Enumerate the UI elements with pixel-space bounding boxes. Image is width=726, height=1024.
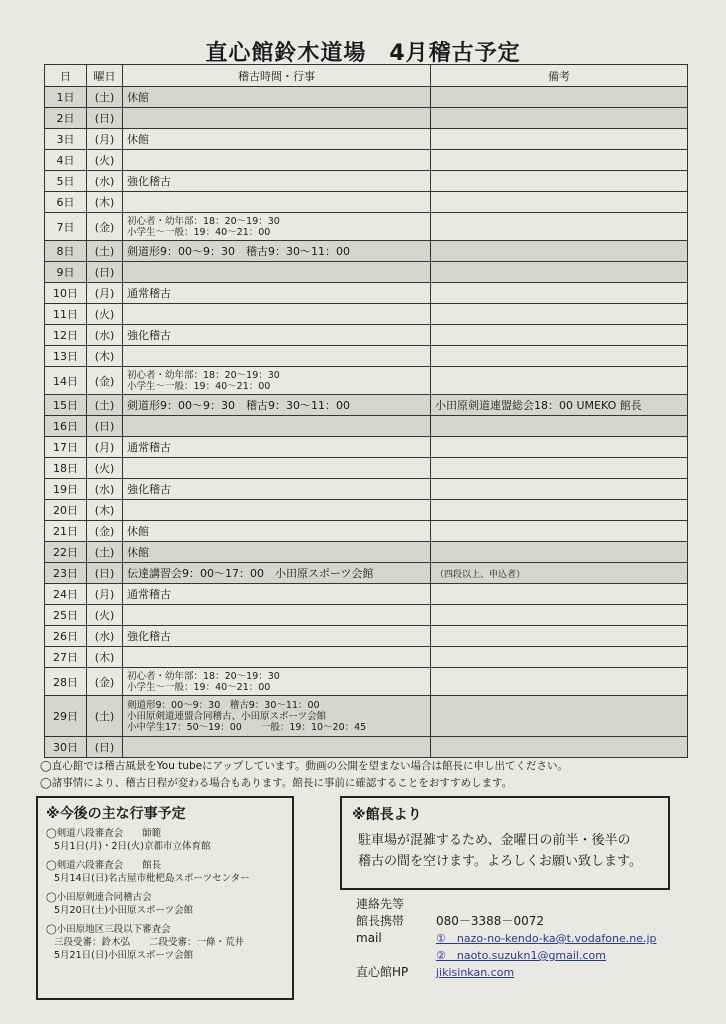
event-line: 小学生～一般：19：40～21：00 [127,380,271,392]
event-cell: 強化稽古 [123,325,431,346]
event-line: 5月21日(日)小田原スポーツ会館 [54,950,194,961]
event-cell [123,108,431,129]
remarks-cell [431,437,688,458]
remarks-cell [431,325,688,346]
event-cell [123,647,431,668]
event-head: ◯小田原剣連合同稽古会 [46,892,152,903]
day-cell: 27日 [45,647,87,668]
remarks-cell [431,171,688,192]
event-line: 初心者・幼年部：18：20～19：30 [127,670,280,682]
event-line: 小田原剣道連盟合同稽古、小田原スポーツ会館 [127,710,327,722]
notes-block [40,758,700,792]
table-row [45,437,688,458]
remarks-cell [431,647,688,668]
schedule-table [44,64,688,758]
event-line: 5月1日(月)・2日(火)京都市立体育館 [54,841,211,852]
remarks-cell [431,542,688,563]
day-cell: 18日 [45,458,87,479]
day-cell: 10日 [45,283,87,304]
event-cell: 通常稽古 [123,584,431,605]
remarks-cell [431,500,688,521]
header-weekday: 曜日 [87,65,123,87]
remarks-cell [431,150,688,171]
event-group [46,891,284,917]
weekday-cell: (日) [87,737,123,758]
contact-heading: 連絡先等 [356,897,405,911]
remarks-cell [431,129,688,150]
event-line: 三段受審：鈴木弘 二段受審：一條・荒井 [54,937,245,948]
event-cell [123,367,431,395]
day-cell: 4日 [45,150,87,171]
event-cell: 強化稽古 [123,171,431,192]
day-cell: 3日 [45,129,87,150]
remarks-cell [431,521,688,542]
weekday-cell: (土) [87,395,123,416]
event-cell [123,696,431,737]
table-row [45,696,688,737]
table-row [45,668,688,696]
event-line: 小中学生17：50～19：00 一般：19：10～20：45 [127,721,367,733]
remarks-cell [431,605,688,626]
event-cell [123,668,431,696]
event-group [46,859,284,885]
table-row [45,171,688,192]
weekday-cell: (月) [87,584,123,605]
mail-link-1[interactable]: ① nazo-no-kendo-ka@t.vodafone.ne.jp [436,932,657,945]
weekday-cell: (金) [87,367,123,395]
event-cell: 休館 [123,542,431,563]
homepage-label: 直心館HP [356,965,409,979]
remarks-cell [431,283,688,304]
day-cell: 20日 [45,500,87,521]
table-row [45,458,688,479]
table-row [45,479,688,500]
day-cell: 7日 [45,213,87,241]
table-row [45,500,688,521]
table-row [45,647,688,668]
event-line: 初心者・幼年部：18：20～19：30 [127,369,280,381]
day-cell: 16日 [45,416,87,437]
director-message-line: 稽古の間を空けます。よろしくお願い致します。 [358,854,642,869]
weekday-cell: (火) [87,304,123,325]
table-row [45,283,688,304]
weekday-cell: (土) [87,87,123,108]
event-line: 5月20日(土)小田原スポーツ会館 [54,905,194,916]
day-cell: 8日 [45,241,87,262]
table-row [45,521,688,542]
weekday-cell: (金) [87,213,123,241]
remarks-cell [431,108,688,129]
remarks-cell [431,241,688,262]
weekday-cell: (火) [87,150,123,171]
weekday-cell: (土) [87,542,123,563]
weekday-cell: (日) [87,416,123,437]
table-row [45,367,688,395]
remarks-cell [431,696,688,737]
day-cell: 26日 [45,626,87,647]
director-message-box [340,796,670,890]
remarks-cell [431,87,688,108]
remarks-cell [431,262,688,283]
table-row [45,346,688,367]
event-cell [123,737,431,758]
event-cell: 剣道形9：00～9：30 稽古9：30～11：00 [123,241,431,262]
event-cell: 休館 [123,129,431,150]
weekday-cell: (月) [87,129,123,150]
weekday-cell: (水) [87,325,123,346]
director-message-title: ※館長より [352,807,422,823]
day-cell: 28日 [45,668,87,696]
page-title: 直心館鈴木道場 4月稽古予定 [205,41,521,66]
remarks-cell [431,479,688,500]
day-cell: 11日 [45,304,87,325]
event-cell: 通常稽古 [123,437,431,458]
event-head: ◯剣道八段審査会 師範 [46,828,162,839]
table-row [45,262,688,283]
header-remarks: 備考 [431,65,688,87]
day-cell: 24日 [45,584,87,605]
day-cell: 19日 [45,479,87,500]
phone-label: 館長携帯 [356,914,405,928]
table-header-row [45,65,688,87]
event-cell: 剣道形9：00～9：30 稽古9：30～11：00 [123,395,431,416]
event-cell: 休館 [123,521,431,542]
day-cell: 14日 [45,367,87,395]
mail-link-2[interactable]: ② naoto.suzukn1@gmail.com [436,949,606,962]
day-cell: 30日 [45,737,87,758]
weekday-cell: (月) [87,437,123,458]
event-cell: 通常稽古 [123,283,431,304]
note-line: ◯直心館では稽古風景をYou tubeにアップしています。動画の公開を望まない場合は館長に申し出てください。 [40,760,569,772]
event-group [46,827,284,853]
schedule-rows [45,87,688,758]
event-cell [123,304,431,325]
event-cell [123,150,431,171]
mail-label: mail [356,931,382,945]
remarks-cell: 小田原剣道連盟総会18：00 UMEKO 館長 [431,395,688,416]
director-message-line: 駐車場が混雑するため、金曜日の前半・後半の [358,833,631,848]
table-row [45,737,688,758]
weekday-cell: (水) [87,626,123,647]
upcoming-events-title: ※今後の主な行事予定 [46,806,186,822]
event-cell [123,346,431,367]
event-head: ◯小田原地区三段以下審査会 [46,924,171,935]
weekday-cell: (木) [87,500,123,521]
remarks-cell: （四段以上、申込者） [431,563,688,584]
weekday-cell: (金) [87,668,123,696]
event-cell [123,500,431,521]
weekday-cell: (水) [87,479,123,500]
day-cell: 17日 [45,437,87,458]
table-row [45,241,688,262]
weekday-cell: (月) [87,283,123,304]
remarks-cell [431,192,688,213]
table-row [45,395,688,416]
table-row [45,129,688,150]
remarks-cell [431,737,688,758]
day-cell: 23日 [45,563,87,584]
table-row [45,108,688,129]
event-line: 初心者・幼年部：18：20～19：30 [127,215,280,227]
table-row [45,563,688,584]
remarks-cell [431,668,688,696]
day-cell: 21日 [45,521,87,542]
day-cell: 6日 [45,192,87,213]
day-cell: 25日 [45,605,87,626]
weekday-cell: (土) [87,696,123,737]
weekday-cell: (木) [87,346,123,367]
weekday-cell: (火) [87,458,123,479]
day-cell: 13日 [45,346,87,367]
weekday-cell: (土) [87,241,123,262]
homepage-link[interactable]: jikisinkan.com [436,966,515,979]
table-row [45,150,688,171]
weekday-cell: (日) [87,108,123,129]
event-head: ◯剣道六段審査会 館長 [46,860,162,871]
weekday-cell: (火) [87,605,123,626]
event-cell: 強化稽古 [123,479,431,500]
event-group [46,923,284,962]
table-row [45,626,688,647]
day-cell: 15日 [45,395,87,416]
day-cell: 9日 [45,262,87,283]
table-row [45,192,688,213]
remarks-cell [431,304,688,325]
event-cell [123,213,431,241]
event-line: 小学生～一般：19：40～21：00 [127,681,271,693]
table-row [45,87,688,108]
table-row [45,542,688,563]
weekday-cell: (日) [87,563,123,584]
header-day: 日 [45,65,87,87]
header-events: 稽古時間・行事 [123,65,431,87]
event-cell [123,458,431,479]
table-row [45,605,688,626]
event-cell [123,605,431,626]
contact-block [356,896,706,981]
remarks-cell [431,584,688,605]
remarks-cell [431,346,688,367]
event-cell: 伝達講習会9：00～17：00 小田原スポーツ会館 [123,563,431,584]
event-line: 5月14日(日)名古屋市枇杷島スポーツセンター [54,873,250,884]
event-line: 剣道形9：00～9：30 稽古9：30～11：00 [127,699,320,711]
upcoming-events-box [36,796,294,1000]
table-row [45,213,688,241]
table-row [45,304,688,325]
weekday-cell: (日) [87,262,123,283]
note-line: ◯諸事情により、稽古日程が変わる場合もあります。館長に事前に確認することをおすすめします。 [40,777,513,789]
day-cell: 22日 [45,542,87,563]
event-cell [123,192,431,213]
event-line: 小学生～一般：19：40～21：00 [127,226,271,238]
day-cell: 5日 [45,171,87,192]
table-row [45,416,688,437]
table-row [45,584,688,605]
weekday-cell: (水) [87,171,123,192]
weekday-cell: (金) [87,521,123,542]
phone-number[interactable]: 080－3388－0072 [436,914,544,928]
event-cell [123,416,431,437]
day-cell: 2日 [45,108,87,129]
remarks-cell [431,416,688,437]
day-cell: 12日 [45,325,87,346]
remarks-cell [431,213,688,241]
day-cell: 1日 [45,87,87,108]
weekday-cell: (木) [87,647,123,668]
event-cell: 休館 [123,87,431,108]
event-cell: 強化稽古 [123,626,431,647]
weekday-cell: (木) [87,192,123,213]
event-cell [123,262,431,283]
remarks-cell [431,367,688,395]
table-row [45,325,688,346]
day-cell: 29日 [45,696,87,737]
remarks-cell [431,626,688,647]
remarks-cell [431,458,688,479]
